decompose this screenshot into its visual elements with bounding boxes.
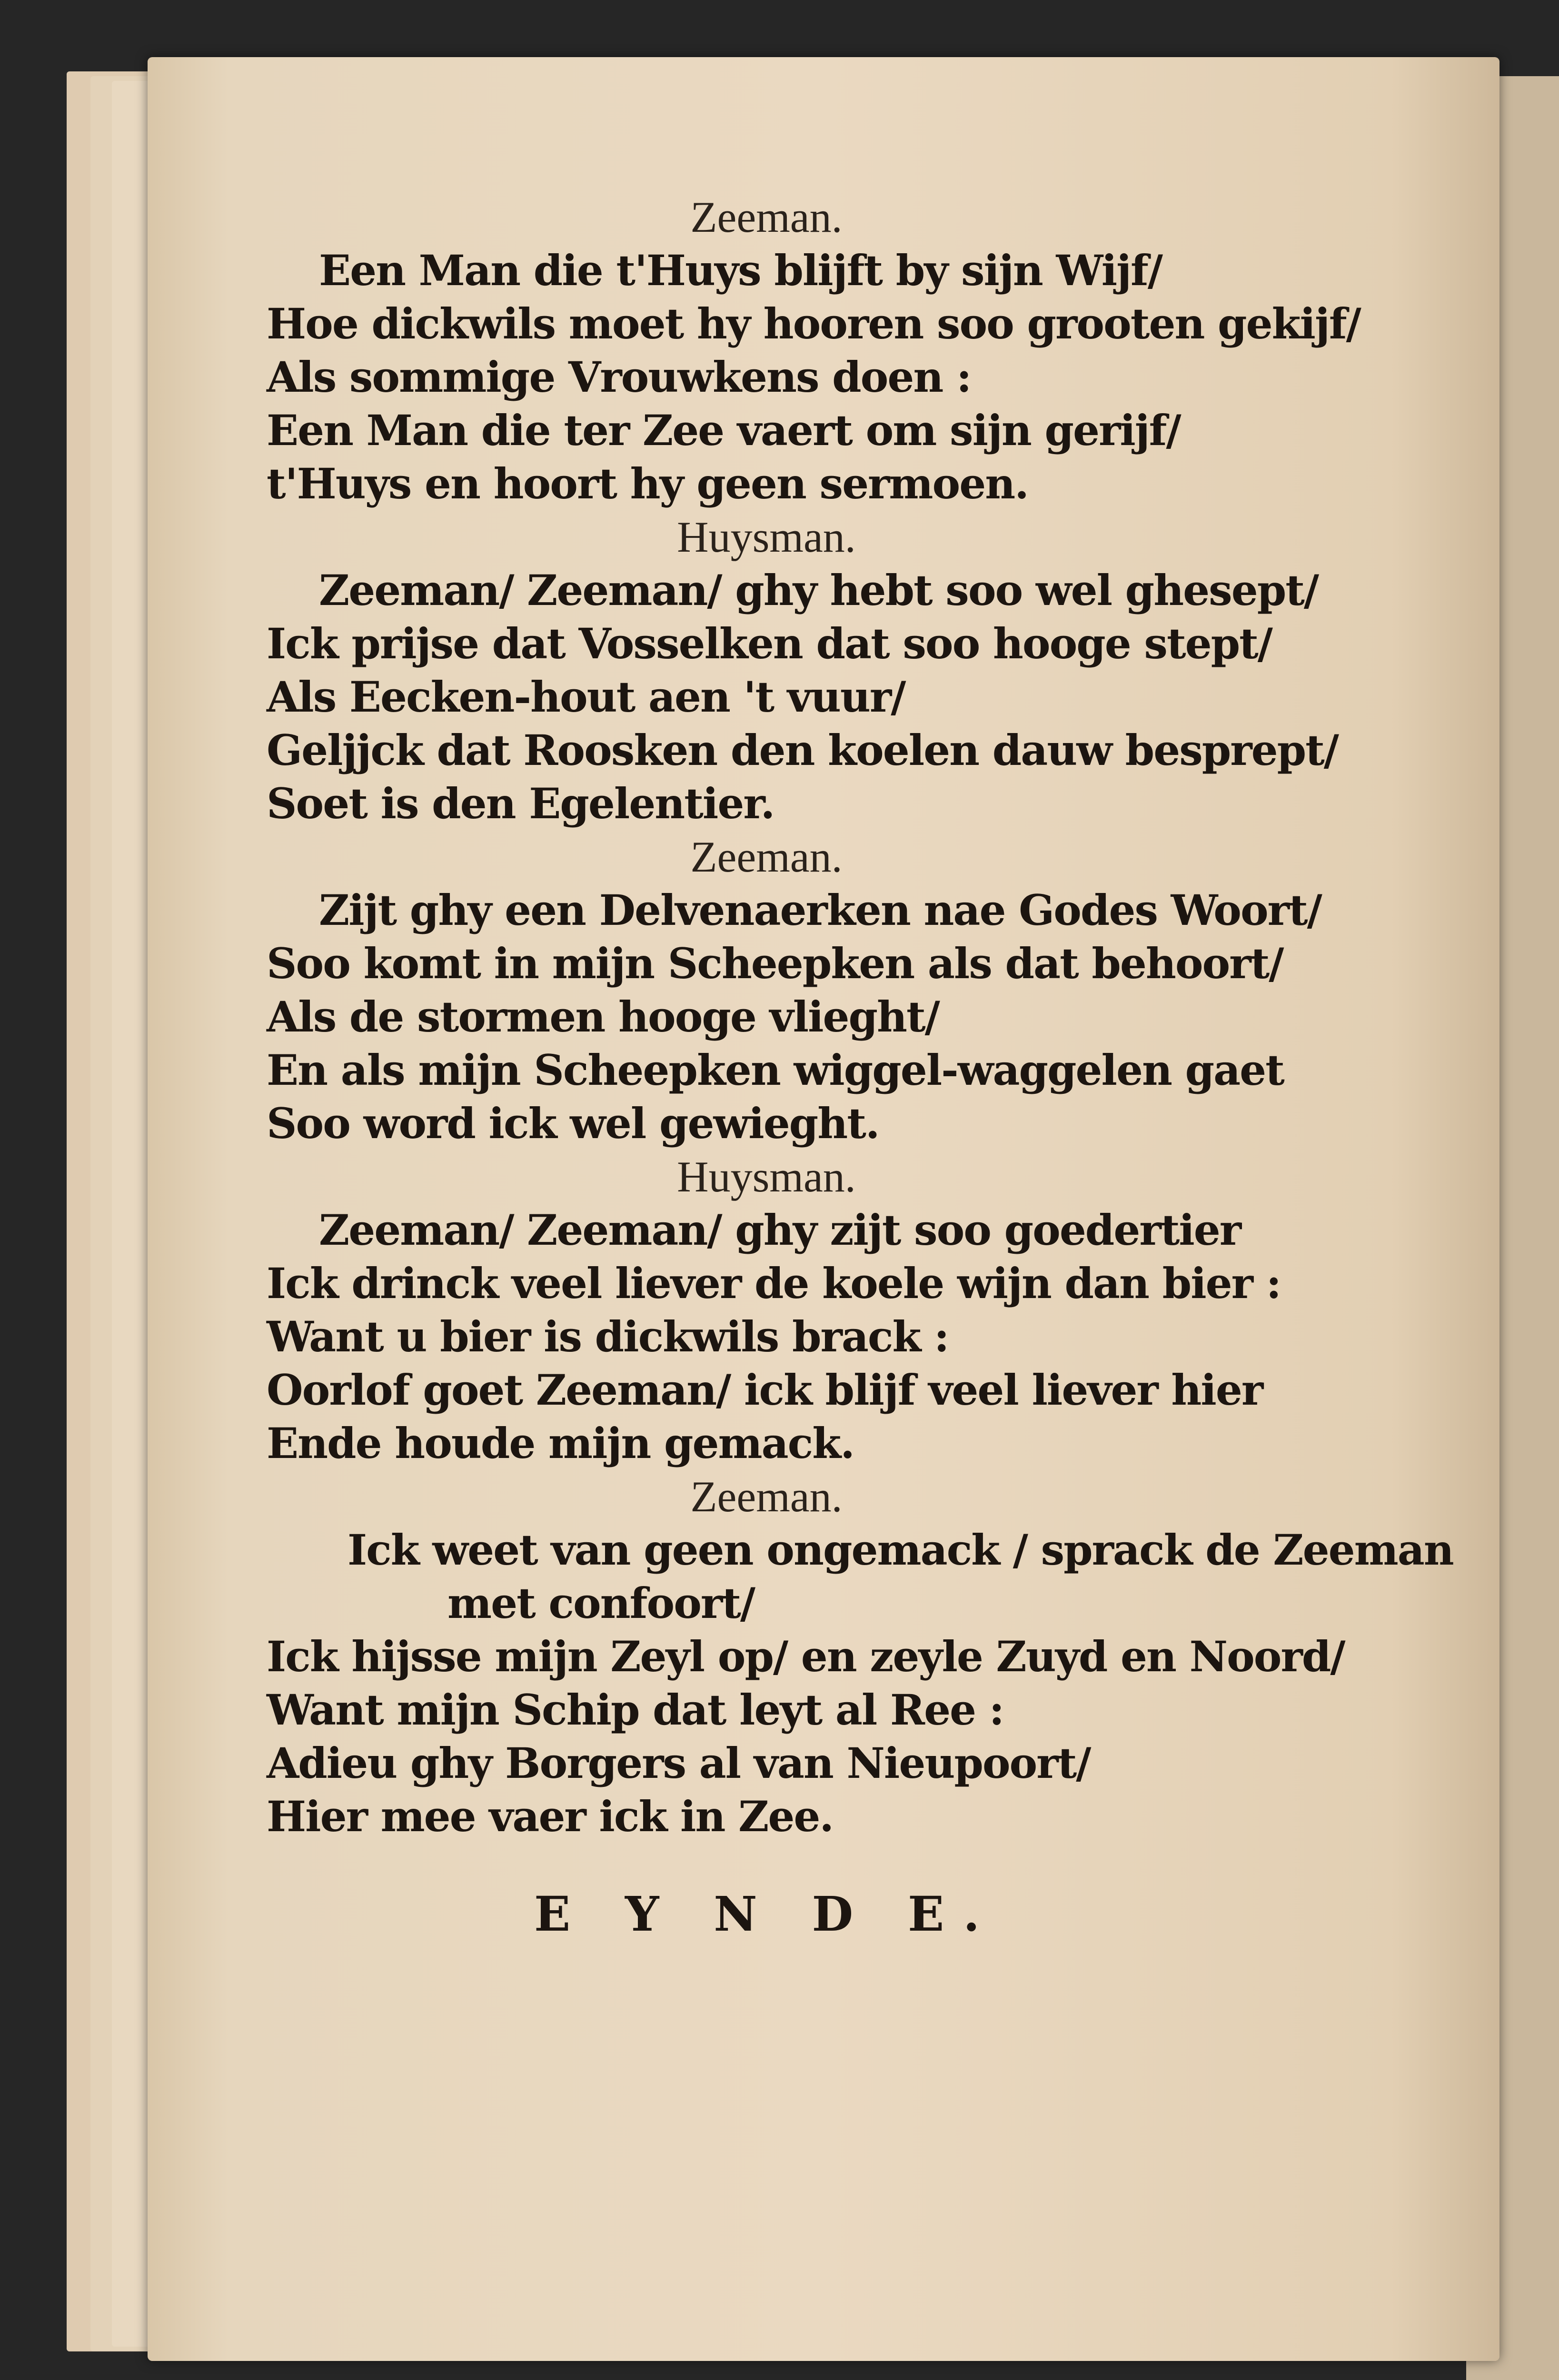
- verse-line: Een Man die ter Zee vaert om sijn gerijf/: [267, 406, 1181, 455]
- verse-line: met confoort/: [447, 1578, 755, 1628]
- verse-line: Zeeman/ Zeeman/ ghy hebt soo wel ghesept/: [319, 565, 1319, 615]
- verse-line: t'Huys en hoort hy geen sermoen.: [267, 459, 1028, 508]
- song-text: [267, 190, 1453, 1990]
- verse-line: Oorlof goet Zeeman/ ick blijf veel liever hier: [267, 1365, 1263, 1415]
- verse-line: Adieu ghy Borgers al van Nieupoort/: [267, 1738, 1091, 1788]
- verse-line: Soo komt in mijn Scheepken als dat behoort/: [267, 939, 1283, 988]
- verse-line: Hier mee vaer ick in Zee.: [267, 1792, 833, 1841]
- speaker-heading: Zeeman.: [690, 193, 843, 241]
- verse-line: Zeeman/ Zeeman/ ghy zijt soo goedertier: [319, 1205, 1241, 1255]
- verse-line: Want mijn Schip dat leyt al Ree :: [267, 1685, 1004, 1735]
- speaker-heading: Zeeman.: [690, 833, 843, 881]
- verse-line: En als mijn Scheepken wiggel-waggelen gaet: [267, 1045, 1284, 1095]
- ende-colophon: E Y N D E.: [534, 1886, 999, 1942]
- speaker-heading: Huysman.: [677, 1152, 856, 1201]
- verse-line: Soo word ick wel gewieght.: [267, 1099, 879, 1148]
- verse-line: Zijt ghy een Delvenaerken nae Godes Woort/: [319, 885, 1321, 935]
- verse-line: Ende houde mijn gemack.: [267, 1418, 854, 1468]
- verse-line: Als Eecken-hout aen 't vuur/: [267, 672, 905, 722]
- verse-line: Want u bier is dickwils brack :: [267, 1312, 949, 1361]
- speaker-heading: Huysman.: [677, 513, 856, 561]
- verse-line: Als sommige Vrouwkens doen :: [267, 352, 971, 402]
- verse-line: Ick prijse dat Vosselken dat soo hooge stept/: [267, 619, 1272, 668]
- verse-line: Ick drinck veel liever de koele wijn dan bier :: [267, 1259, 1281, 1308]
- verse-line: Ick hijsse mijn Zeyl op/ en zeyle Zuyd en Noord/: [267, 1632, 1345, 1681]
- speaker-heading: Zeeman.: [690, 1472, 843, 1521]
- verse-line: Ick weet van geen ongemack / sprack de Zeeman: [348, 1525, 1453, 1575]
- verse-line: Een Man die t'Huys blijft by sijn Wijf/: [319, 246, 1162, 295]
- verse-line: Als de stormen hooge vlieght/: [267, 992, 939, 1041]
- verse-line: Soet is den Egelentier.: [267, 779, 775, 828]
- verse-line: Geljjck dat Roosken den koelen dauw besprept/: [267, 725, 1338, 775]
- verse-line: Hoe dickwils moet hy hooren soo grooten gekijf/: [267, 299, 1360, 348]
